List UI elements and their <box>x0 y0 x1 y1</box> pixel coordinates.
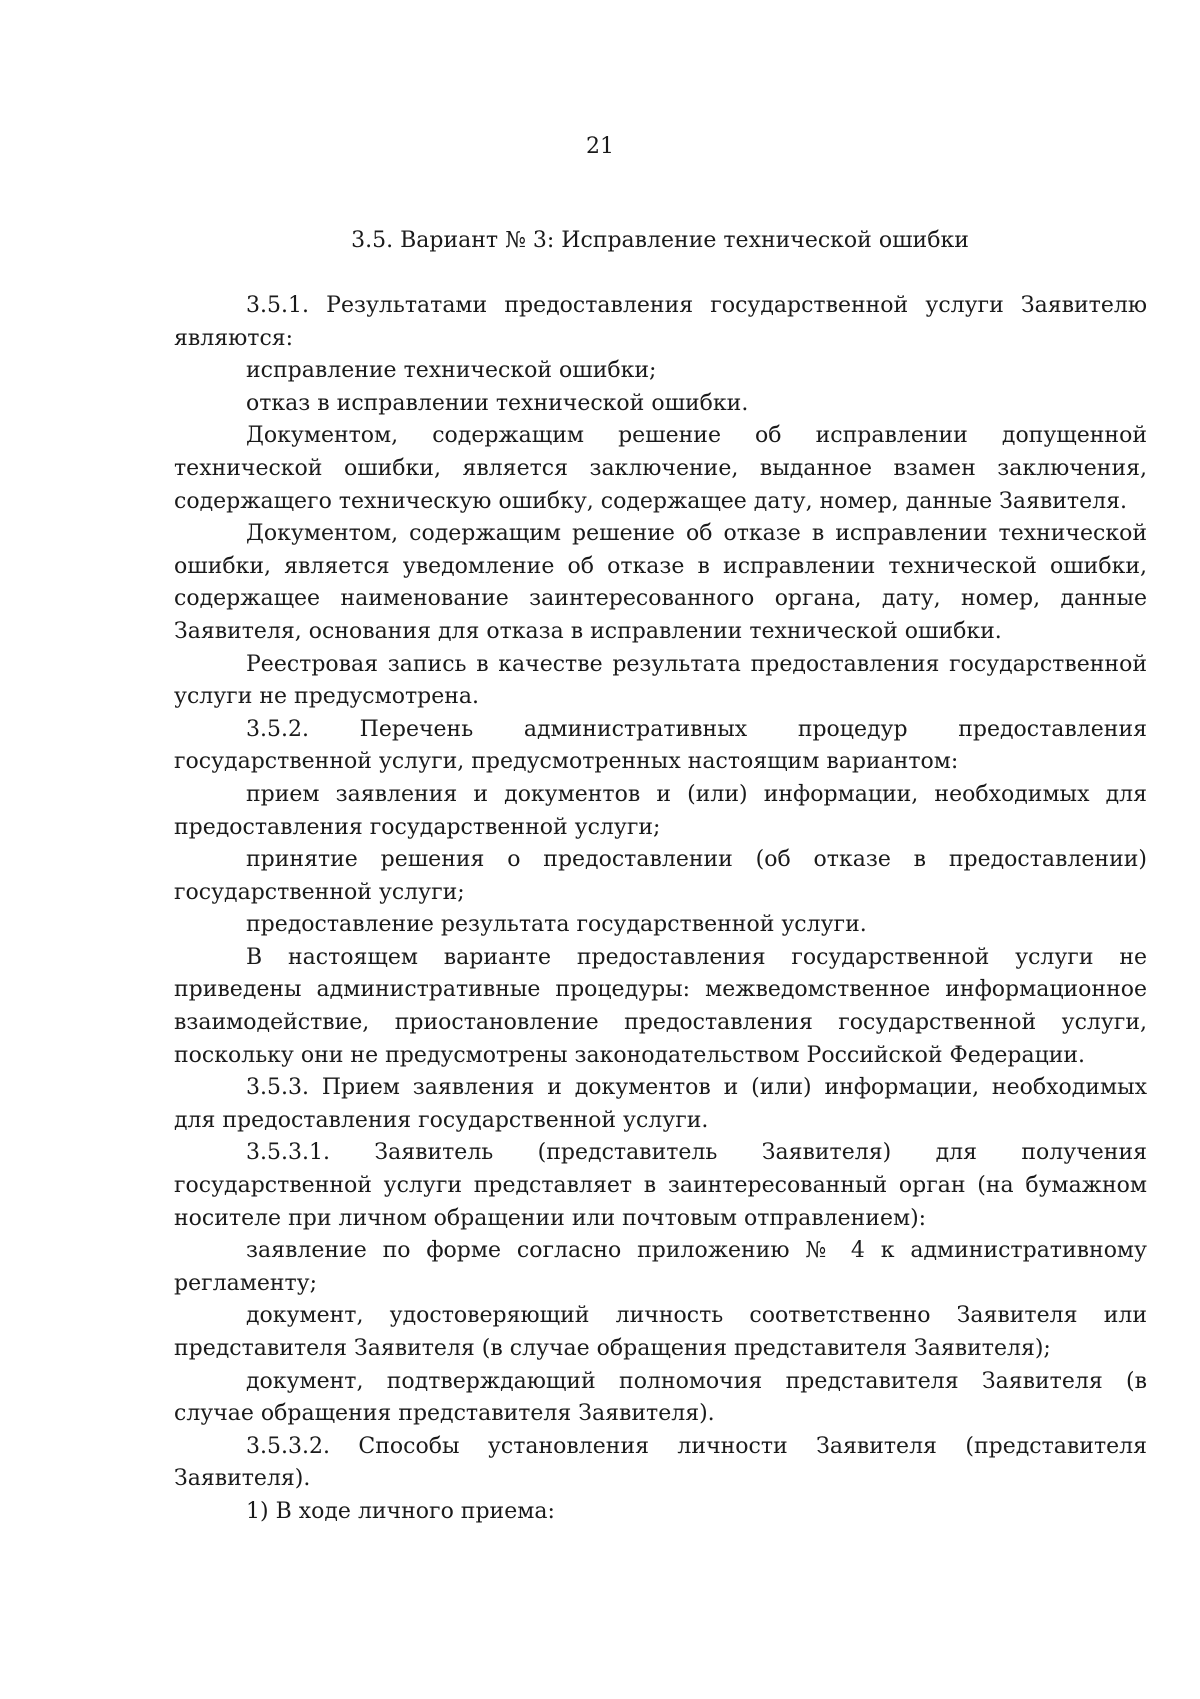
paragraph-registry-entry: Реестровая запись в качестве результата предоставления государственной услуги не предусмотрена. <box>174 651 1147 710</box>
procedure-item-reception: прием заявления и документов и (или) информации, необходимых для предоставления государственной услуги; <box>174 781 1147 840</box>
procedure-item-decision: принятие решения о предоставлении (об отказе в предоставлении) государственной услуги; <box>174 847 1147 905</box>
paragraph-3-5-2: 3.5.2. Перечень административных процедур предоставления государственной услуги, предусмотренных настоящим вариантом: <box>174 716 1147 775</box>
paragraph-personal-reception: 1) В ходе личного приема: <box>246 1498 555 1524</box>
paragraph-excluded-procedures: В настоящем варианте предоставления государственной услуги не приведены административные процедуры: межведомственное информационное взаимодействие, приостановление предоставления государственной услуги, поскольку они не предусмотрены законодательством Российской Федерации. <box>174 944 1147 1068</box>
paragraph-refusal-document: Документом, содержащим решение об отказе в исправлении технической ошибки, является уведомление об отказе в исправлении технической ошибки, содержащее наименование заинтересованного органа, дату, номер, данные Заявителя, основания для отказа в исправлении технической ошибки. <box>174 521 1147 644</box>
paragraph-correction-document: Документом, содержащим решение об исправлении допущенной технической ошибки, является заключение, выданное взамен заключения, содержащего техническую ошибку, содержащее дату, номер, данные Заявителя. <box>174 423 1147 514</box>
paragraph-3-5-3-2: 3.5.3.2. Способы установления личности Заявителя (представителя Заявителя). <box>174 1433 1147 1492</box>
document-item-authority: документ, подтверждающий полномочия представителя Заявителя (в случае обращения представителя Заявителя). <box>174 1368 1147 1427</box>
procedure-item-result: предоставление результата государственной услуги. <box>246 912 867 938</box>
result-item-refusal: отказ в исправлении технической ошибки. <box>246 390 749 416</box>
page-number: 21 <box>586 134 614 159</box>
paragraph-3-5-3-1: 3.5.3.1. Заявитель (представитель Заявителя) для получения государственной услуги представляет в заинтересованный орган (на бумажном носителе при личном обращении или почтовым отправлением): <box>174 1140 1147 1231</box>
document-item-identity: документ, удостоверяющий личность соответственно Заявителя или представителя Заявителя (в случае обращения представителя Заявителя); <box>174 1303 1147 1361</box>
paragraph-3-5-1: 3.5.1. Результатами предоставления государственной услуги Заявителю являются: <box>174 293 1147 351</box>
document-item-application: заявление по форме согласно приложению № 4 к административному регламенту; <box>174 1238 1147 1296</box>
result-item-correction: исправление технической ошибки; <box>246 358 657 384</box>
paragraph-3-5-3: 3.5.3. Прием заявления и документов и (или) информации, необходимых для предоставления государственной услуги. <box>174 1075 1147 1133</box>
document-body <box>174 290 1147 1529</box>
section-heading: 3.5. Вариант № 3: Исправление технической ошибки <box>351 228 969 253</box>
